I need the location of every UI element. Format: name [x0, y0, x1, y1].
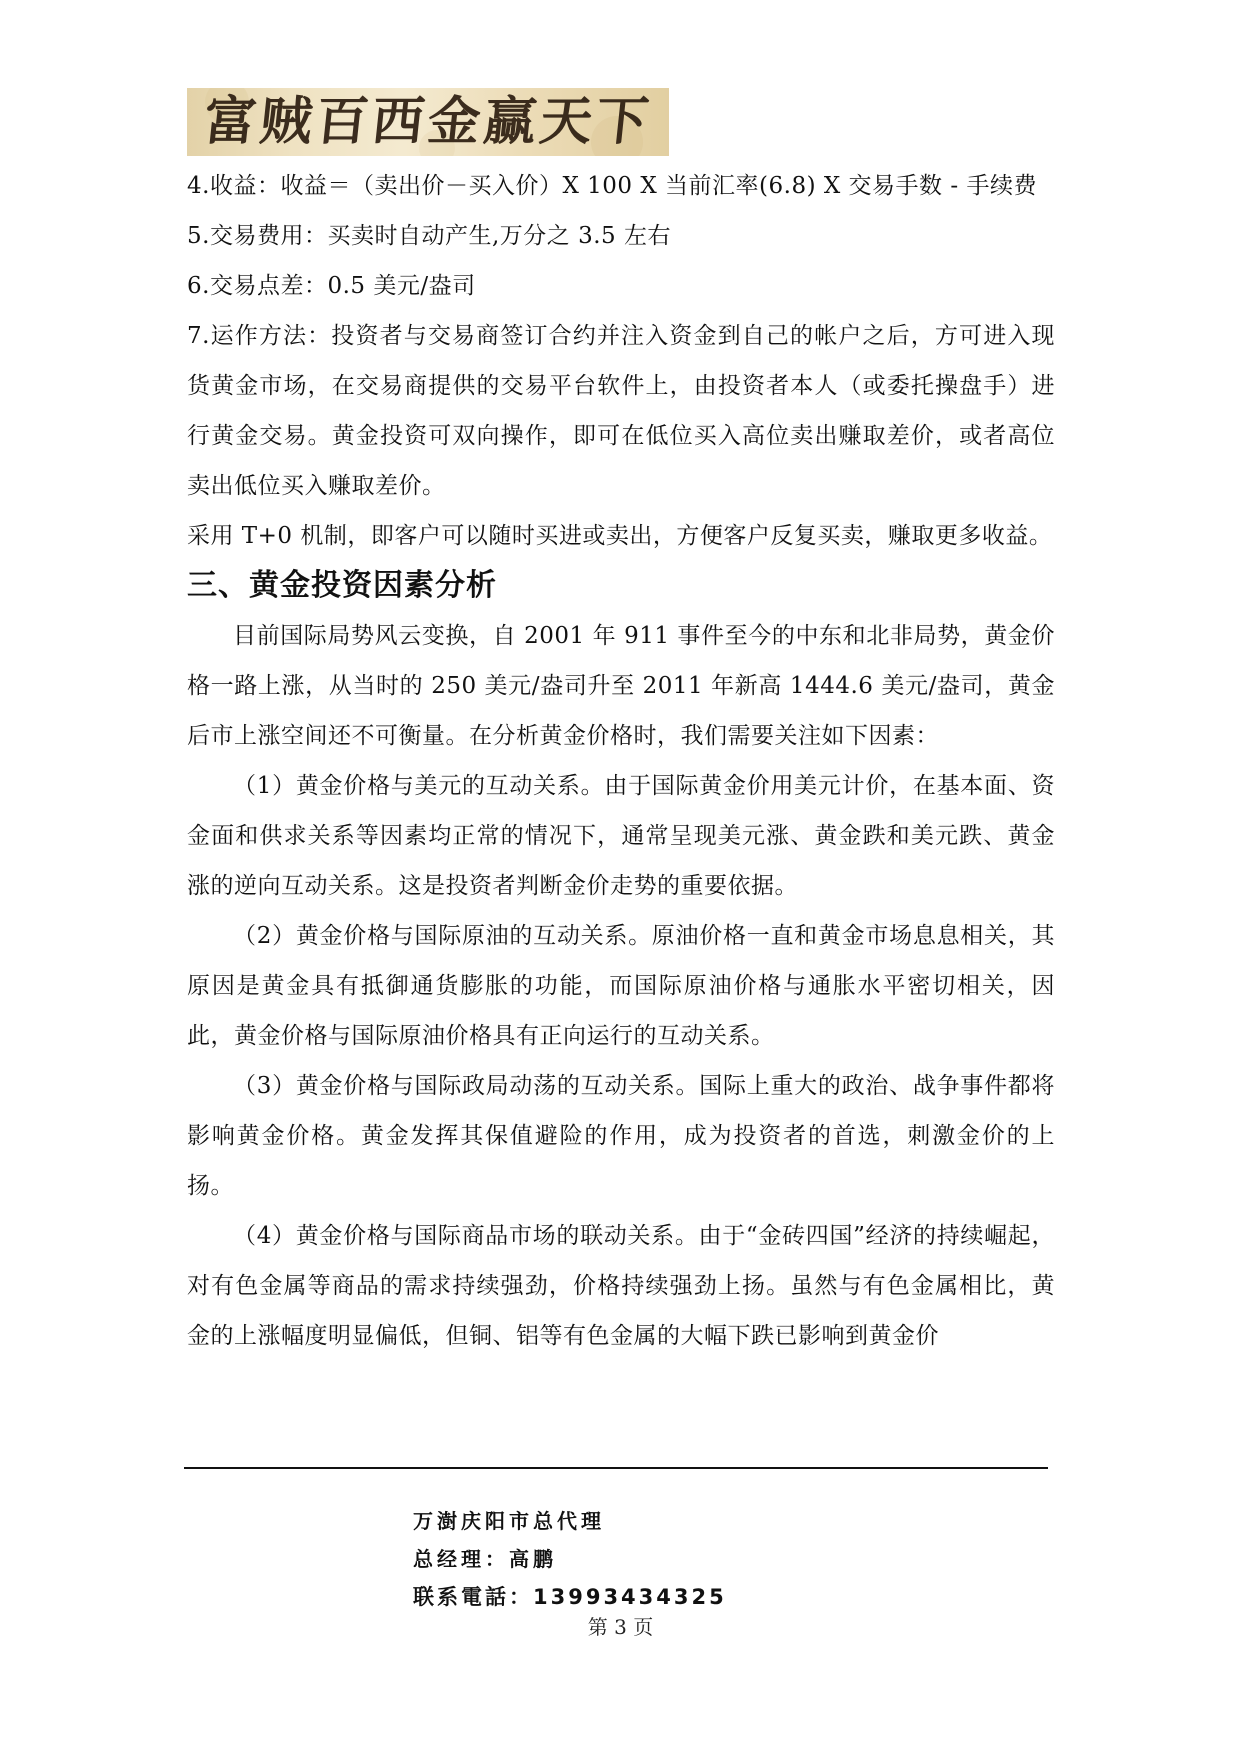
footer-divider [184, 1467, 1048, 1469]
document-body [187, 161, 1055, 1361]
page-number: 第 3 页 [587, 1615, 654, 1639]
item-spread: 6.交易点差：0.5 美元/盎司 [187, 273, 476, 299]
paragraph-factor-3: （3）黄金价格与国际政局动荡的互动关系。国际上重大的政治、战争事件都将影响黄金价格。黄金发挥其保值避险的作用，成为投资者的首选，刺激金价的上扬。 [187, 1073, 1055, 1199]
header-banner-logo [187, 88, 669, 156]
item-t0-mechanism: 采用 T+0 机制，即客户可以随时买进或卖出，方便客户反复买卖，赚取更多收益。 [187, 523, 1053, 549]
paragraph-factor-4: （4）黄金价格与国际商品市场的联动关系。由于“金砖四国”经济的持续崛起，对有色金属等商品的需求持续强劲，价格持续强劲上扬。虽然与有色金属相比，黄金的上涨幅度明显偏低，但铜、铝等有色金属的大幅下跌已影响到黄金价 [187, 1223, 1055, 1349]
banner-calligraphy: 富贼百西金赢天下 [200, 91, 656, 152]
footer-contact-block [413, 1502, 727, 1616]
paragraph-factor-1: （1）黄金价格与美元的互动关系。由于国际黄金价用美元计价，在基本面、资金面和供求关系等因素均正常的情况下，通常呈现美元涨、黄金跌和美元跌、黄金涨的逆向互动关系。这是投资者判断金价走势的重要依据。 [187, 773, 1055, 899]
paragraph-intro: 目前国际局势风云变换，自 2001 年 911 事件至今的中东和北非局势，黄金价格一路上涨，从当时的 250 美元/盎司升至 2011 年新高 1444.6 美元/盎司，黄金后市上涨空间还不可衡量。在分析黄金价格时，我们需要关注如下因素： [187, 623, 1055, 749]
item-profit: 4.收益：收益＝（卖出价－买入价）X 100 X 当前汇率(6.8) X 交易手数 - 手续费 [187, 173, 1037, 199]
footer-manager: 总经理：高鹏 [413, 1547, 557, 1571]
footer-agency: 万澍庆阳市总代理 [413, 1509, 605, 1533]
paragraph-factor-2: （2）黄金价格与国际原油的互动关系。原油价格一直和黄金市场息息相关，其原因是黄金具有抵御通货膨胀的功能，而国际原油价格与通胀水平密切相关，因此，黄金价格与国际原油价格具有正向运行的互动关系。 [187, 923, 1055, 1049]
footer-phone: 联系電話：13993434325 [413, 1585, 727, 1609]
item-operation-method: 7.运作方法：投资者与交易商签订合约并注入资金到自己的帐户之后，方可进入现货黄金市场，在交易商提供的交易平台软件上，由投资者本人（或委托操盘手）进行黄金交易。黄金投资可双向操作，即可在低位买入高位卖出赚取差价，或者高位卖出低位买入赚取差价。 [187, 323, 1055, 499]
item-trading-fee: 5.交易费用：买卖时自动产生,万分之 3.5 左右 [187, 223, 671, 249]
section-heading: 三、黄金投资因素分析 [187, 568, 497, 603]
